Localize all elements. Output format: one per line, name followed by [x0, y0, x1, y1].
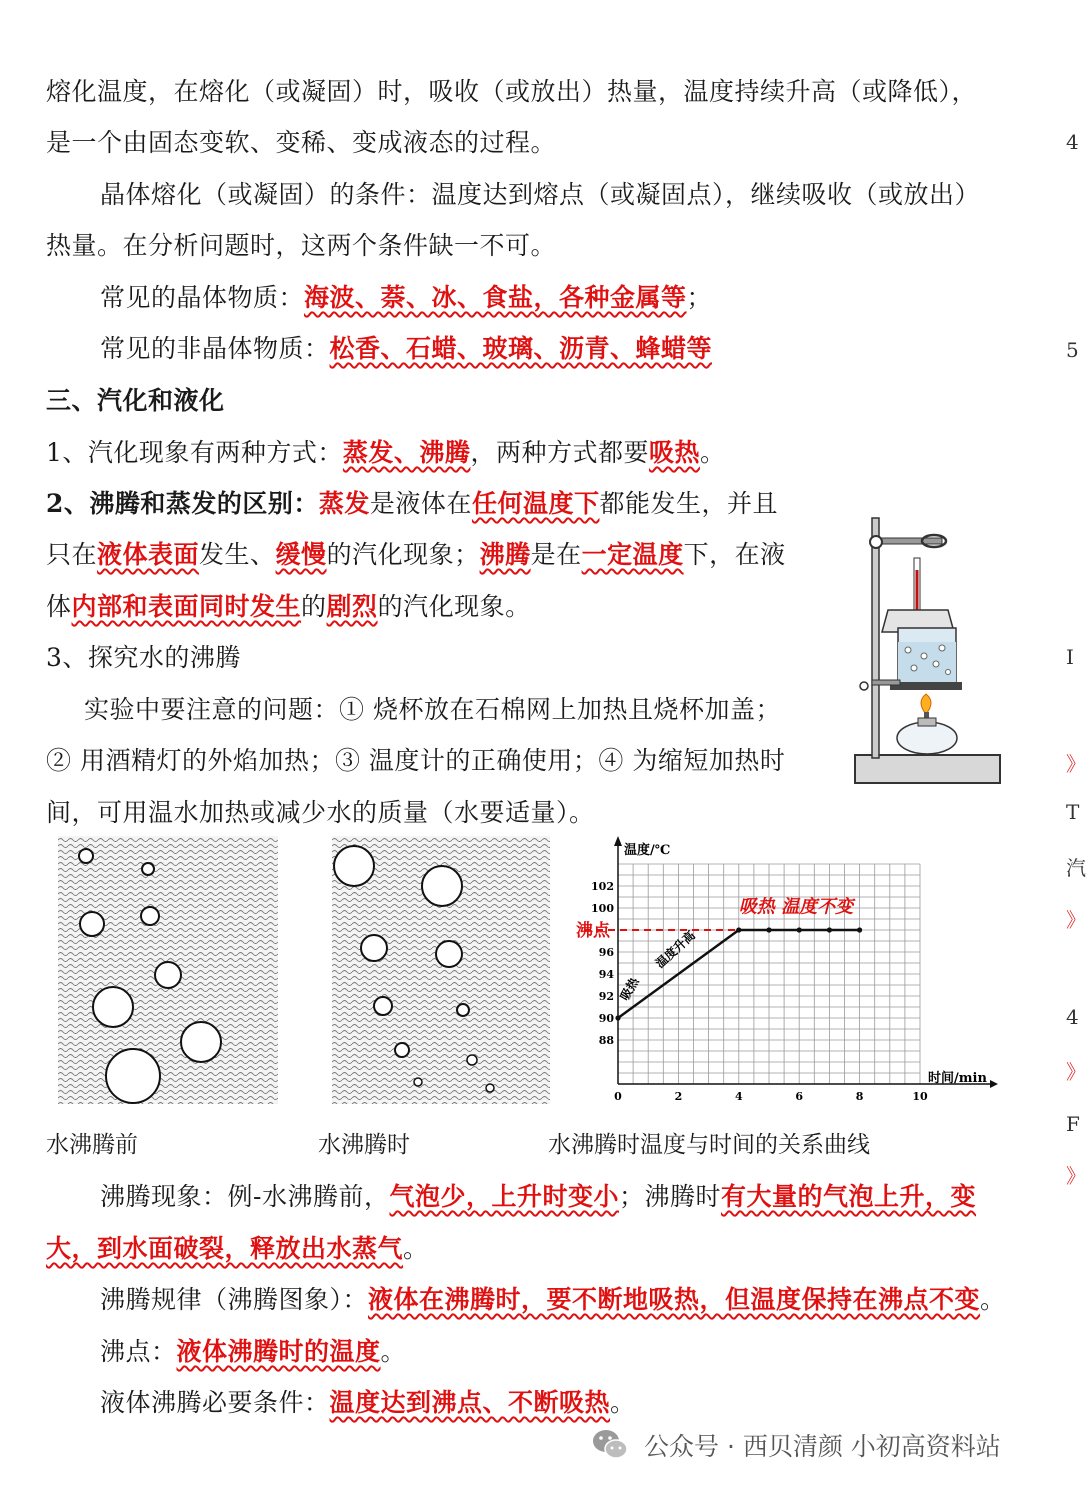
y-axis-label: 温度/℃ [624, 843, 671, 858]
wechat-icon [590, 1425, 630, 1465]
experiment-note-1: 实验中要注意的问题：① 烧杯放在石棉网上加热且烧杯加盖； [84, 695, 781, 724]
x-tick-label: 10 [912, 1090, 928, 1103]
caption-before-boiling: 水沸腾前 [46, 1132, 138, 1158]
data-point [827, 927, 832, 932]
noncrystal-list: 松香、石蜡、玻璃、沥青、蜂蜡等 [329, 334, 713, 363]
diff-boil: 沸腾 [479, 540, 531, 569]
diff-line-3 [46, 590, 531, 624]
footer-text: 公众号 · 西贝清颜 小初高资料站 [644, 1432, 1001, 1461]
footer-watermark [590, 1415, 1001, 1475]
cond-label: 液体沸腾必要条件： [100, 1388, 330, 1417]
data-point [766, 927, 771, 932]
law-label: 沸腾规律（沸腾图象）： [100, 1285, 369, 1314]
diff-line-1 [46, 487, 778, 521]
edge-glyph: 》 [1066, 752, 1086, 776]
diff-fixed-temp: 一定温度 [581, 540, 684, 569]
edge-glyph: 》 [1066, 1060, 1086, 1084]
edge-glyph: I [1066, 645, 1074, 669]
law-line [100, 1283, 1006, 1317]
diff-c: 只在 [46, 540, 98, 569]
diff-h: 体 [46, 592, 72, 621]
bp-label: 沸点： [100, 1337, 177, 1366]
text-line-1: 熔化温度，在熔化（或凝固）时，吸收（或放出）热量，温度持续升高（或降低）， [46, 77, 978, 106]
annotation-temp-rise: 温度升高 [652, 928, 698, 971]
data-point [797, 927, 802, 932]
x-tick-label: 4 [734, 1090, 743, 1103]
diff-any-temp: 任何温度下 [471, 489, 600, 518]
text-line-4: 热量。在分析问题时，这两个条件缺一不可。 [46, 231, 557, 260]
crystal-list: 海波、萘、冰、食盐，各种金属等 [304, 283, 687, 312]
crystal-end: ； [686, 283, 713, 312]
diff-g: 下，在液 [683, 540, 786, 569]
phen-during-2: 大，到水面破裂，释放出水蒸气 [46, 1234, 404, 1263]
experiment-note-2: ② 用酒精灯的外焰加热；③ 温度计的正确使用；④ 为缩短加热时 [46, 746, 786, 775]
section-heading: 三、汽化和液化 [46, 386, 225, 415]
boiling-point-label: 沸点 [576, 921, 610, 941]
x-tick-label: 8 [855, 1090, 864, 1103]
law-text: 液体在沸腾时，要不断地吸热，但温度保持在沸点不变 [368, 1285, 981, 1314]
vap-methods: 蒸发、沸腾 [342, 438, 471, 467]
y-tick-label: 88 [598, 1034, 614, 1047]
phen-label: 沸腾现象：例-水沸腾前， [100, 1182, 390, 1211]
vap-absorb: 吸热 [648, 438, 700, 467]
y-tick-label: 102 [591, 880, 614, 893]
experiment-title: 3、探究水的沸腾 [46, 643, 241, 672]
diff-surface: 液体表面 [97, 540, 200, 569]
text-line-3: 晶体熔化（或凝固）的条件：温度达到熔点（或凝固点），继续吸收（或放出） [100, 180, 981, 209]
x-tick-label: 0 [614, 1090, 622, 1103]
diff-b: 都能发生，并且 [599, 489, 778, 518]
noncrystal-label: 常见的非晶体物质： [100, 334, 330, 363]
x-axis-label: 时间/min [928, 1071, 987, 1086]
y-tick-label: 90 [598, 1012, 614, 1025]
vap-text-a: 1、汽化现象有两种方式： [46, 438, 343, 467]
x-tick-label: 2 [674, 1090, 683, 1103]
edge-glyph: 4 [1066, 130, 1079, 154]
diff-e: 的汽化现象； [326, 540, 480, 569]
diff-slow: 缓慢 [275, 540, 327, 569]
crystal-line [100, 281, 712, 315]
edge-glyph: T [1066, 800, 1080, 824]
cond-end: 。 [610, 1388, 636, 1417]
x-tick-label: 6 [795, 1090, 804, 1103]
caption-curve: 水沸腾时温度与时间的关系曲线 [548, 1132, 870, 1158]
annotation-temp-constant: 吸热 温度不变 [738, 896, 854, 918]
phen-during-1: 有大量的气泡上升，变 [720, 1182, 976, 1211]
diff-inside-surface: 内部和表面同时发生 [71, 592, 302, 621]
cond-text: 温度达到沸点、不断吸热 [329, 1388, 611, 1417]
phen-end: 。 [403, 1234, 429, 1263]
y-axis-arrow [614, 836, 622, 846]
diff-a: 是液体在 [369, 489, 472, 518]
vap-text-b: ，两种方式都要 [470, 438, 649, 467]
diff-line-2 [46, 538, 786, 572]
edge-glyph: 汽 [1066, 856, 1086, 880]
text-line-2: 是一个由固态变软、变稀、变成液态的过程。 [46, 128, 557, 157]
diff-head: 2、沸腾和蒸发的区别： [46, 489, 319, 518]
boiling-curve-chart [570, 834, 1000, 1106]
phenomenon-line-1 [100, 1180, 976, 1214]
diff-d: 发生、 [199, 540, 276, 569]
phen-mid: ；沸腾时 [618, 1182, 721, 1211]
bp-end: 。 [380, 1337, 407, 1366]
diff-i: 的 [301, 592, 327, 621]
experiment-note-3: 间，可用温水加热或减少水的质量（水要适量）。 [46, 798, 595, 827]
edge-glyph: 》 [1066, 908, 1086, 932]
data-point [615, 1015, 620, 1020]
diff-violent: 剧烈 [326, 592, 378, 621]
crystal-label: 常见的晶体物质： [100, 283, 305, 312]
vaporization-line [46, 436, 725, 470]
phen-before: 气泡少，上升时变小 [389, 1182, 619, 1211]
y-tick-label: 94 [598, 968, 614, 981]
y-tick-label: 96 [598, 946, 614, 959]
bp-text: 液体沸腾时的温度 [176, 1337, 381, 1366]
y-tick-label: 100 [591, 902, 614, 915]
boiling-point-line [100, 1335, 406, 1369]
data-point [736, 927, 741, 932]
noncrystal-line [100, 332, 712, 366]
bubbles-during-boiling-panel [332, 836, 550, 1104]
annotation-absorb-heat: 吸热 [617, 975, 642, 1003]
edge-glyph: 5 [1066, 338, 1079, 362]
edge-glyph: 4 [1066, 1005, 1079, 1029]
data-point [857, 927, 862, 932]
vap-end: 。 [699, 438, 726, 467]
edge-glyph: 》 [1066, 1164, 1086, 1188]
x-axis-arrow [990, 1080, 998, 1088]
caption-during-boiling: 水沸腾时 [318, 1132, 410, 1158]
condition-line [100, 1386, 636, 1420]
edge-glyph: F [1066, 1112, 1080, 1136]
bubbles-before-boiling-panel [58, 836, 278, 1104]
law-end: 。 [980, 1285, 1006, 1314]
phenomenon-line-2 [46, 1232, 429, 1266]
diff-evap: 蒸发 [318, 489, 370, 518]
diff-j: 的汽化现象。 [377, 592, 531, 621]
boiling-apparatus-illustration [850, 510, 1010, 790]
y-tick-label: 92 [598, 990, 614, 1003]
diff-f: 是在 [530, 540, 582, 569]
